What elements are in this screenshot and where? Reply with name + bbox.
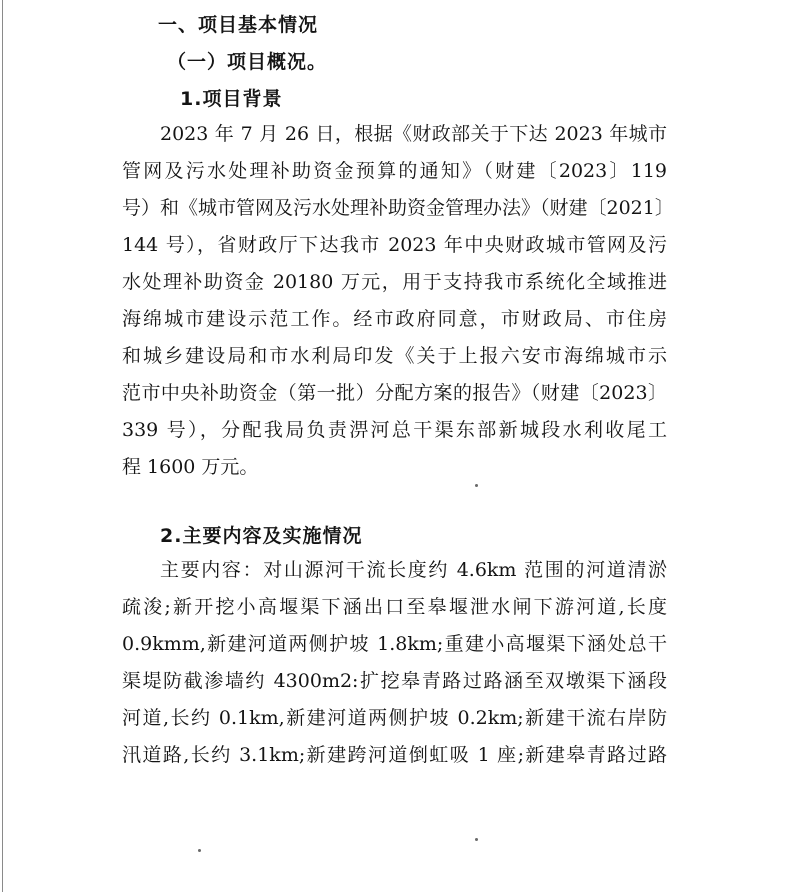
paragraph-line: 0.9kmm,新建河道两侧护坡 1.8km;重建小高堰渠下涵处总干 (122, 633, 667, 655)
item-heading-content: 2.主要内容及实施情况 (160, 525, 363, 547)
paragraph-line: 号）和《城市管网及污水处理补助资金管理办法》（财建〔2021〕 (122, 197, 674, 219)
scan-speck (198, 849, 201, 852)
paragraph-line: 渠堤防截渗墙约 4300m2:扩挖皋青路过路涵至双墩渠下涵段 (122, 670, 667, 692)
paragraph-line: 2023 年 7 月 26 日，根据《财政部关于下达 2023 年城市 (160, 123, 667, 145)
paragraph-line: 144 号），省财政厅下达我市 2023 年中央财政城市管网及污 (122, 234, 667, 256)
paragraph-line: 主要内容：对山源河干流长度约 4.6km 范围的河道清淤 (160, 559, 667, 581)
paragraph-line: 范市中央补助资金（第一批）分配方案的报告》（财建〔2023〕 (122, 382, 667, 404)
paragraph-line: 339 号），分配我局负责淠河总干渠东部新城段水利收尾工 (122, 419, 667, 441)
paragraph-line: 河道,长约 0.1km,新建河道两侧护坡 0.2km;新建干流右岸防 (122, 707, 667, 729)
paragraph-line: 汛道路,长约 3.1km;新建跨河道倒虹吸 1 座;新建皋青路过路 (122, 744, 667, 766)
paragraph-line: 程 1600 万元。 (122, 456, 259, 478)
page-edge-line (2, 0, 3, 892)
paragraph-line: 和城乡建设局和市水利局印发《关于上报六安市海绵城市示 (122, 345, 667, 367)
paragraph-line: 海绵城市建设示范工作。经市政府同意，市财政局、市住房 (122, 308, 667, 330)
paragraph-line: 管网及污水处理补助资金预算的通知》（财建〔2023〕119 (122, 160, 667, 182)
scan-speck (475, 484, 478, 487)
section-heading-1: 一、项目基本情况 (158, 14, 319, 36)
paragraph-line: 水处理补助资金 20180 万元，用于支持我市系统化全域推进 (122, 271, 667, 293)
paragraph-line: 疏浚;新开挖小高堰渠下涵出口至皋堰泄水闸下游河道,长度 (122, 596, 667, 618)
scan-speck (475, 838, 478, 841)
item-heading-background: 1.项目背景 (180, 88, 283, 110)
subsection-heading: （一）项目概况。 (167, 51, 328, 73)
